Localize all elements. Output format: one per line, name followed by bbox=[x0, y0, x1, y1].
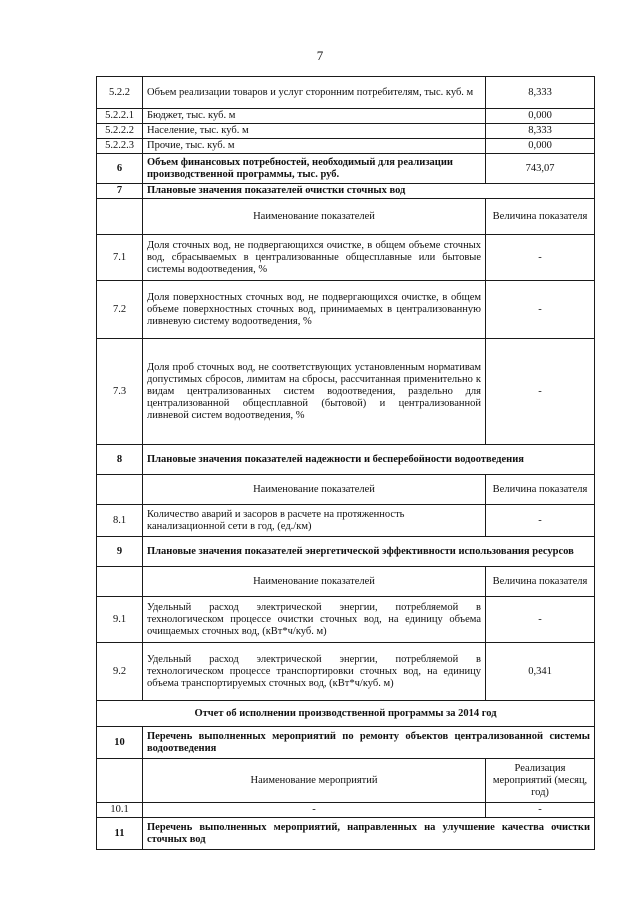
column-header-name: Наименование показателей bbox=[143, 199, 486, 235]
table-row bbox=[97, 643, 595, 701]
row-number: 5.2.2.1 bbox=[97, 109, 143, 124]
table-row bbox=[97, 505, 595, 537]
column-header-name: Наименование мероприятий bbox=[143, 759, 486, 803]
column-header-value: Реализация мероприятий (месяц, год) bbox=[486, 759, 595, 803]
section-number: 9 bbox=[97, 537, 143, 567]
row-number: 6 bbox=[97, 154, 143, 184]
row-description: Объем реализации товаров и услуг сторонним потребителям, тыс. куб. м bbox=[143, 77, 486, 109]
program-table bbox=[96, 76, 595, 850]
page-number: 7 bbox=[316, 48, 324, 63]
empty-cell bbox=[97, 759, 143, 803]
row-number: 5.2.2 bbox=[97, 77, 143, 109]
section-header-row bbox=[97, 727, 595, 759]
row-number: 9.2 bbox=[97, 643, 143, 701]
table-row bbox=[97, 124, 595, 139]
row-number: 7.1 bbox=[97, 235, 143, 281]
empty-cell bbox=[97, 567, 143, 597]
table-row bbox=[97, 77, 595, 109]
table-row bbox=[97, 803, 595, 818]
row-number: 8.1 bbox=[97, 505, 143, 537]
row-description: Количество аварий и засоров в расчете на протяженность канализационной сети в год, (ед./км) bbox=[143, 505, 486, 537]
row-value: - bbox=[486, 339, 595, 445]
section-title: Перечень выполненных мероприятий, направленных на улучшение качества очистки сточных вод bbox=[143, 818, 595, 850]
table-row bbox=[97, 154, 595, 184]
section-header-row bbox=[97, 445, 595, 475]
report-title-row bbox=[97, 701, 595, 727]
row-value: - bbox=[486, 597, 595, 643]
row-description: Объем финансовых потребностей, необходимый для реализации производственной программы, тыс. руб. bbox=[143, 154, 486, 184]
table-row bbox=[97, 139, 595, 154]
row-description: - bbox=[143, 803, 486, 818]
row-value: - bbox=[486, 803, 595, 818]
report-title: Отчет об исполнении производственной программы за 2014 год bbox=[97, 701, 595, 727]
row-description: Удельный расход электрической энергии, потребляемой в технологическом процессе транспортировки сточных вод, на единицу объема транспортируемых сточных вод, (кВт*ч/куб. м) bbox=[143, 643, 486, 701]
empty-cell bbox=[97, 475, 143, 505]
column-header-value: Величина показателя bbox=[486, 567, 595, 597]
section-title: Плановые значения показателей энергетической эффективности использования ресурсов bbox=[143, 537, 595, 567]
table-row bbox=[97, 339, 595, 445]
column-header-name: Наименование показателей bbox=[143, 475, 486, 505]
section-title: Плановые значения показателей очистки сточных вод bbox=[143, 184, 595, 199]
row-value: 0,341 bbox=[486, 643, 595, 701]
table-row bbox=[97, 597, 595, 643]
section-title: Перечень выполненных мероприятий по ремонту объектов централизованной системы водоотведения bbox=[143, 727, 595, 759]
section-header-row bbox=[97, 818, 595, 850]
section-number: 7 bbox=[97, 184, 143, 199]
row-value: 8,333 bbox=[486, 77, 595, 109]
column-header-row bbox=[97, 199, 595, 235]
row-description: Прочие, тыс. куб. м bbox=[143, 139, 486, 154]
section-number: 10 bbox=[97, 727, 143, 759]
row-value: 0,000 bbox=[486, 139, 595, 154]
row-description: Бюджет, тыс. куб. м bbox=[143, 109, 486, 124]
column-header-row bbox=[97, 567, 595, 597]
column-header-value: Величина показателя bbox=[486, 475, 595, 505]
column-header-value: Величина показателя bbox=[486, 199, 595, 235]
row-number: 5.2.2.3 bbox=[97, 139, 143, 154]
section-number: 8 bbox=[97, 445, 143, 475]
row-number: 10.1 bbox=[97, 803, 143, 818]
section-number: 11 bbox=[97, 818, 143, 850]
table-row bbox=[97, 235, 595, 281]
row-number: 9.1 bbox=[97, 597, 143, 643]
column-header-row bbox=[97, 475, 595, 505]
section-header-row bbox=[97, 184, 595, 199]
row-description: Доля сточных вод, не подвергающихся очистке, в общем объеме сточных вод, сбрасываемых в централизованные общесплавные или бытовые системы водоотведения, % bbox=[143, 235, 486, 281]
section-header-row bbox=[97, 537, 595, 567]
row-value: 743,07 bbox=[486, 154, 595, 184]
row-number: 5.2.2.2 bbox=[97, 124, 143, 139]
row-value: - bbox=[486, 235, 595, 281]
row-description: Население, тыс. куб. м bbox=[143, 124, 486, 139]
column-header-row bbox=[97, 759, 595, 803]
table-row bbox=[97, 109, 595, 124]
row-description: Доля проб сточных вод, не соответствующих установленным нормативам допустимых сбросов, лимитам на сбросы, рассчитанная применительно к видам централизованных систем водоотведения, раздельно для централизованной общесплавной (бытовой) и централизованной ливневой систем водоотведения, % bbox=[143, 339, 486, 445]
row-value: 0,000 bbox=[486, 109, 595, 124]
column-header-name: Наименование показателей bbox=[143, 567, 486, 597]
empty-cell bbox=[97, 199, 143, 235]
row-number: 7.2 bbox=[97, 281, 143, 339]
row-description: Доля поверхностных сточных вод, не подвергающихся очистке, в общем объеме поверхностных сточных вод, принимаемых в централизованную ливневую систему водоотведения, % bbox=[143, 281, 486, 339]
row-number: 7.3 bbox=[97, 339, 143, 445]
table-row bbox=[97, 281, 595, 339]
row-value: - bbox=[486, 281, 595, 339]
row-value: 8,333 bbox=[486, 124, 595, 139]
row-value: - bbox=[486, 505, 595, 537]
section-title: Плановые значения показателей надежности и бесперебойности водоотведения bbox=[143, 445, 595, 475]
row-description: Удельный расход электрической энергии, потребляемой в технологическом процессе очистки сточных вод, на единицу объема очищаемых сточных вод, (кВт*ч/куб. м) bbox=[143, 597, 486, 643]
